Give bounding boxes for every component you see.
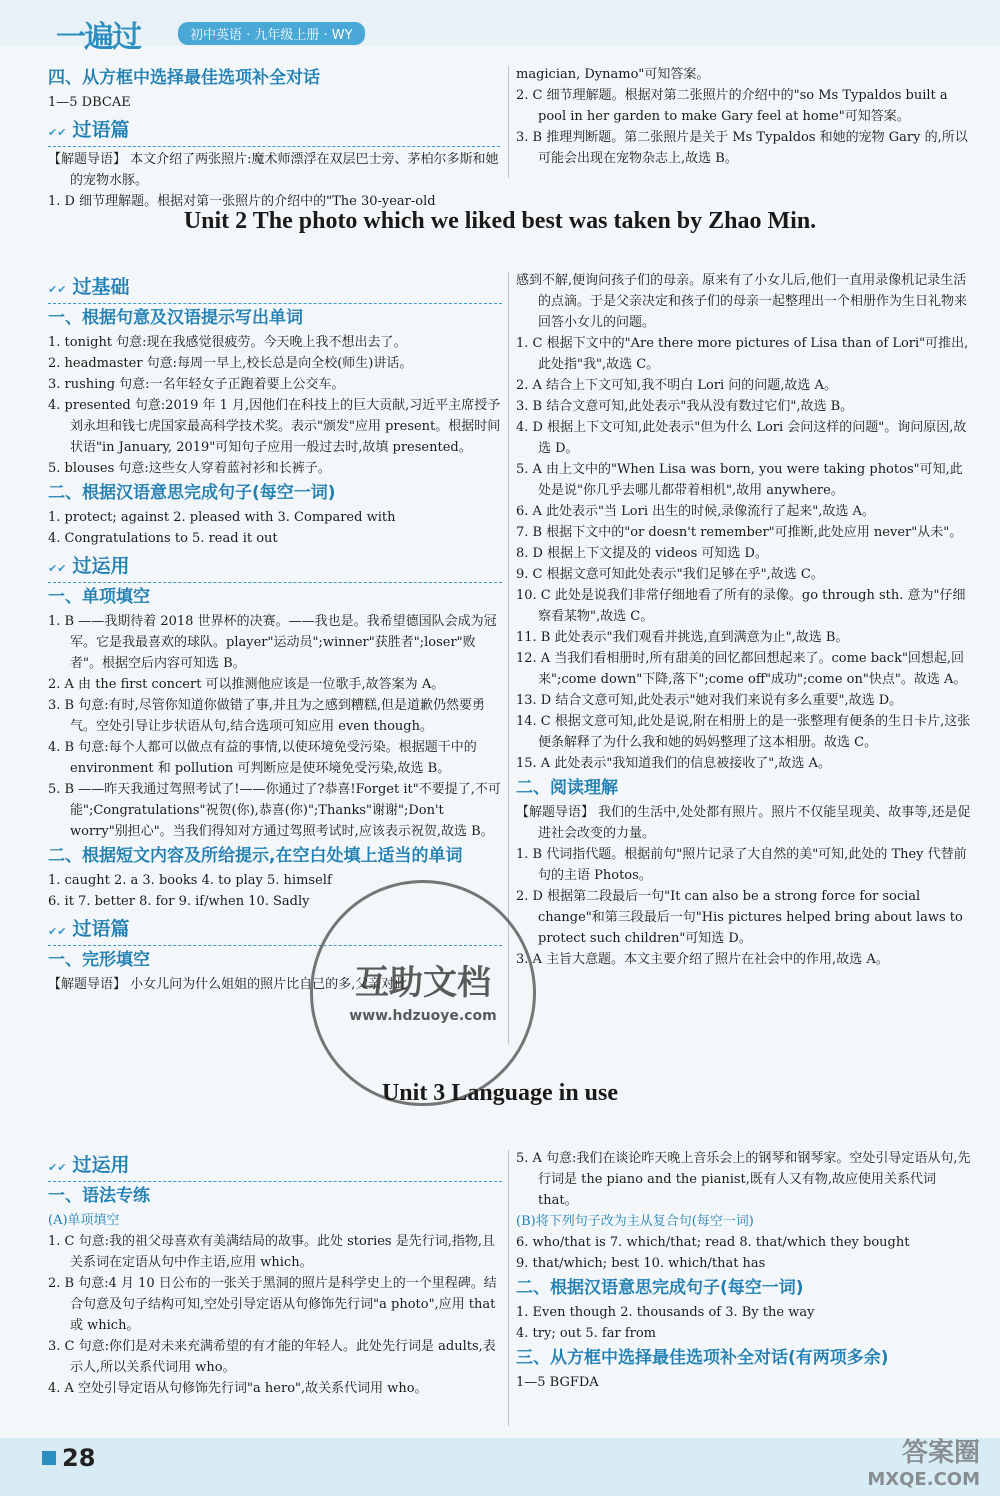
- stamp-text: 互助文档: [355, 963, 491, 1003]
- answer-paragraph: 【解题导语】 本文介绍了两张照片:魔术师漂浮在双层巴士旁、茅柏尔多斯和她的宠物水豚。: [48, 152, 499, 188]
- answer-paragraph: 7. B 根据下文中的"or doesn't remember"可推断,此处应用 never"从未"。: [516, 525, 963, 540]
- page-marker-icon: [42, 1451, 56, 1465]
- answer-paragraph: 1. tonight 句意:现在我感觉很疲劳。今天晚上我不想出去了。: [48, 335, 407, 350]
- page-number: 28: [62, 1444, 96, 1472]
- part-banner: ✔✔ 过运用: [48, 1152, 502, 1182]
- answer-paragraph: 2. headmaster 句意:每周一早上,校长总是向全校(师生)讲话。: [48, 356, 413, 371]
- answer-paragraph: 6. it 7. better 8. for 9. if/when 10. Sadly: [48, 894, 310, 909]
- book-logo: 一遍过: [56, 20, 140, 55]
- section-heading: 一、单项填空: [48, 587, 150, 607]
- answer-paragraph: 1. B 代词指代题。根据前句"照片记录了大自然的美"可知,此处的 They 代替前句的主语 Photos。: [516, 847, 967, 883]
- section-heading: 一、根据句意及汉语提示写出单词: [48, 308, 303, 328]
- answer-paragraph: 3. B 结合文意可知,此处表示"我从没有数过它们",故选 B。: [516, 399, 854, 414]
- answer-paragraph: 3. C 句意:你们是对未来充满希望的有才能的年轻人。此处先行词是 adults,表示人,所以关系代词用 who。: [48, 1339, 496, 1375]
- answer-paragraph: 9. C 根据文意可知此处表示"我们足够在乎",故选 C。: [516, 567, 824, 582]
- top-right-column: [516, 64, 968, 169]
- answer-paragraph: 3. A 主旨大意题。本文主要介绍了照片在社会中的作用,故选 A。: [516, 952, 889, 967]
- answer-paragraph: 2. B 句意:4 月 10 日公布的一张关于黑洞的照片是科学史上的一个里程碑。结合句意及句子结构可知,空处引导定语从句修饰先行词"a photo",应用 that 或 which。: [48, 1276, 497, 1333]
- answer-paragraph: 1. B ——我期待着 2018 世界杯的决赛。——我也是。我希望德国队会成为冠军。它是我最喜欢的球队。player"运动员";winner"获胜者";loser"败者"。根据空后内容可知选 B。: [48, 614, 497, 671]
- top-left-column: [48, 64, 500, 212]
- section-heading: 一、语法专练: [48, 1186, 150, 1206]
- answer-paragraph: 6. who/that is 7. which/that; read 8. that/which they bought: [516, 1235, 910, 1250]
- answer-paragraph: 4. A 空处引导定语从句修饰先行词"a hero",故关系代词用 who。: [48, 1381, 428, 1396]
- answer-paragraph: 9. that/which; best 10. which/that has: [516, 1256, 766, 1271]
- answer-paragraph: 6. A 此处表示"当 Lori 出生的时候,录像流行了起来",故选 A。: [516, 504, 875, 519]
- part-banner: ✔✔ 过语篇: [48, 916, 502, 946]
- answer-paragraph: 2. A 由 the first concert 可以推测他应该是一位歌手,故答案为 A。: [48, 677, 445, 692]
- part-banner: ✔✔ 过语篇: [48, 117, 500, 147]
- answer-paragraph: 1. caught 2. a 3. books 4. to play 5. himself: [48, 873, 332, 888]
- answer-paragraph: 2. C 细节理解题。根据对第二张照片的介绍中的"so Ms Typaldos built a pool in her garden to make Gary feel at home"可知答案。: [516, 88, 948, 124]
- section-heading: 二、根据汉语意思完成句子(每空一词): [48, 483, 336, 503]
- answer-paragraph: 【解题导语】 我们的生活中,处处都有照片。照片不仅能呈现美、故事等,还是促进社会改变的力量。: [516, 805, 971, 841]
- watermark-stamp: [310, 880, 536, 1106]
- header-bar: [0, 0, 1000, 55]
- unit2-right-column: [516, 270, 972, 970]
- column-divider: [508, 1150, 509, 1426]
- part-banner: ✔✔ 过运用: [48, 553, 502, 583]
- answer-paragraph: 5. B ——昨天我通过驾照考试了!——你通过了?恭喜!Forget it"不要提了,不可能";Congratulations"祝贺(你),恭喜(你)";Thanks"谢谢";Don't worry"别担心"。当我们得知对方通过驾照考试时,应该表示祝贺,故选 B。: [48, 782, 501, 839]
- section-heading: 四、从方框中选择最佳选项补全对话: [48, 68, 320, 88]
- answer-paragraph: 5. A 句意:我们在谈论昨天晚上音乐会上的钢琴和钢琴家。空处引导定语从句,先行词是 the piano and the pianist,既有人又有物,故应使用关系代词 that。: [516, 1151, 971, 1208]
- answer-paragraph: 12. A 当我们看相册时,所有甜美的回忆都回想起来了。come back"回想起,回来";come down"下降,落下";come off"成功";come on"快点"。故选 A。: [516, 651, 967, 687]
- answer-paragraph: 1. Even though 2. thousands of 3. By the way: [516, 1305, 815, 1320]
- watermark-text: 答案圈: [901, 1438, 980, 1468]
- unit3-left-column: [48, 1148, 502, 1399]
- answer-paragraph: 11. B 此处表示"我们观看并挑选,直到满意为止",故选 B。: [516, 630, 849, 645]
- answer-paragraph: 4. try; out 5. far from: [516, 1326, 657, 1341]
- answer-paragraph: 3. rushing 句意:一名年轻女子正跑着要上公交车。: [48, 377, 345, 392]
- section-heading: 三、从方框中选择最佳选项补全对话(有两项多余): [516, 1348, 889, 1368]
- answer-paragraph: 1. D 细节理解题。根据对第一张照片的介绍中的"The 30-year-old: [48, 194, 436, 209]
- answer-paragraph: 1—5 DBCAE: [48, 95, 131, 110]
- answer-paragraph: 3. B 推理判断题。第二张照片是关于 Ms Typaldos 和她的宠物 Gary 的,所以可能会出现在宠物杂志上,故选 B。: [516, 130, 968, 166]
- section-heading: 二、根据短文内容及所给提示,在空白处填上适当的单词: [48, 846, 463, 866]
- part-banner: ✔✔ 过基础: [48, 274, 502, 304]
- answer-paragraph: 8. D 根据上下文提及的 videos 可知选 D。: [516, 546, 768, 561]
- answer-paragraph: 13. D 结合文意可知,此处表示"她对我们来说有多么重要",故选 D。: [516, 693, 903, 708]
- answer-paragraph: 1. protect; against 2. pleased with 3. Compared with: [48, 510, 396, 525]
- answer-paragraph: magician, Dynamo"可知答案。: [516, 67, 710, 82]
- answer-paragraph: 14. C 根据文意可知,此处是说,附在相册上的是一张整理有便条的生日卡片,这张便条解释了为什么我和她的妈妈整理了这本相册。故选 C。: [516, 714, 971, 750]
- unit2-title: Unit 2 The photo which we liked best was taken by Zhao Min.: [183, 208, 817, 234]
- column-divider: [508, 66, 509, 178]
- unit3-title: Unit 3 Language in use: [381, 1080, 619, 1106]
- answer-paragraph: 4. B 句意:每个人都可以做点有益的事情,以使环境免受污染。根据题干中的 environment 和 pollution 可判断应是使环境免受污染,故选 B。: [48, 740, 477, 776]
- sub-heading: (B)将下列句子改为主从复合句(每空一词): [516, 1214, 754, 1229]
- answer-paragraph: 3. B 句意:有时,尽管你知道你做错了事,并且为之感到糟糕,但是道歉仍然要勇气。空处引导让步状语从句,结合选项可知应用 even though。: [48, 698, 485, 734]
- section-heading: 一、完形填空: [48, 950, 150, 970]
- answer-paragraph: 1—5 BGFDA: [516, 1375, 599, 1390]
- sub-heading: (A)单项填空: [48, 1213, 120, 1228]
- answer-paragraph: 5. A 由上文中的"When Lisa was born, you were taking photos"可知,此处是说"你几乎去哪儿都带着相机",故用 anywhere。: [516, 462, 963, 498]
- book-subject-tag: 初中英语 · 九年级上册 · WY: [178, 22, 365, 45]
- section-heading: 二、根据汉语意思完成句子(每空一词): [516, 1278, 804, 1298]
- stamp-url: www.hdzuoye.com: [349, 1008, 497, 1024]
- answer-paragraph: 4. D 根据上下文可知,此处表示"但为什么 Lori 会问这样的问题"。询问原因,故选 D。: [516, 420, 967, 456]
- unit3-right-column: [516, 1148, 972, 1393]
- answer-paragraph: 1. C 根据下文中的"Are there more pictures of Lisa than of Lori"可推出,此处指"我",故选 C。: [516, 336, 969, 372]
- answer-paragraph: 2. D 根据第二段最后一句"It can also be a strong force for social change"和第三段最后一句"His pictures helped bring about laws to protect such children"可知选 D。: [516, 889, 963, 946]
- answer-paragraph: 感到不解,便询问孩子们的母亲。原来有了小女儿后,他们一直用录像机记录生活的点滴。于是父亲决定和孩子们的母亲一起整理出一个相册作为生日礼物来回答小女儿的问题。: [516, 273, 968, 330]
- answer-paragraph: 10. C 此处是说我们非常仔细地看了所有的录像。go through sth. 意为"仔细察看某物",故选 C。: [516, 588, 966, 624]
- answer-paragraph: 5. blouses 句意:这些女人穿着蓝衬衫和长裤子。: [48, 461, 331, 476]
- answer-paragraph: 4. Congratulations to 5. read it out: [48, 531, 278, 546]
- answer-paragraph: 15. A 此处表示"我知道我们的信息被接收了",故选 A。: [516, 756, 831, 771]
- answer-paragraph: 1. C 句意:我的祖父母喜欢有美满结局的故事。此处 stories 是先行词,指物,且关系词在定语从句中作主语,应用 which。: [48, 1234, 495, 1270]
- site-watermark: [867, 1432, 980, 1490]
- answer-paragraph: 2. A 结合上下文可知,我不明白 Lori 问的问题,故选 A。: [516, 378, 837, 393]
- answer-paragraph: 【解题导语】 小女儿问为什么姐姐的照片比自己的多,父亲对此: [48, 977, 408, 992]
- watermark-url: MXQE.COM: [867, 1469, 980, 1490]
- section-heading: 二、阅读理解: [516, 778, 618, 798]
- footer-bar: [0, 1438, 1000, 1496]
- answer-paragraph: 4. presented 句意:2019 年 1 月,因他们在科技上的巨大贡献,习近平主席授予刘永坦和钱七虎国家最高科学技术奖。表示"颁发"应用 present。根据时间状语"in January, 2019"可知句子应用一般过去时,故填 presented。: [48, 398, 501, 455]
